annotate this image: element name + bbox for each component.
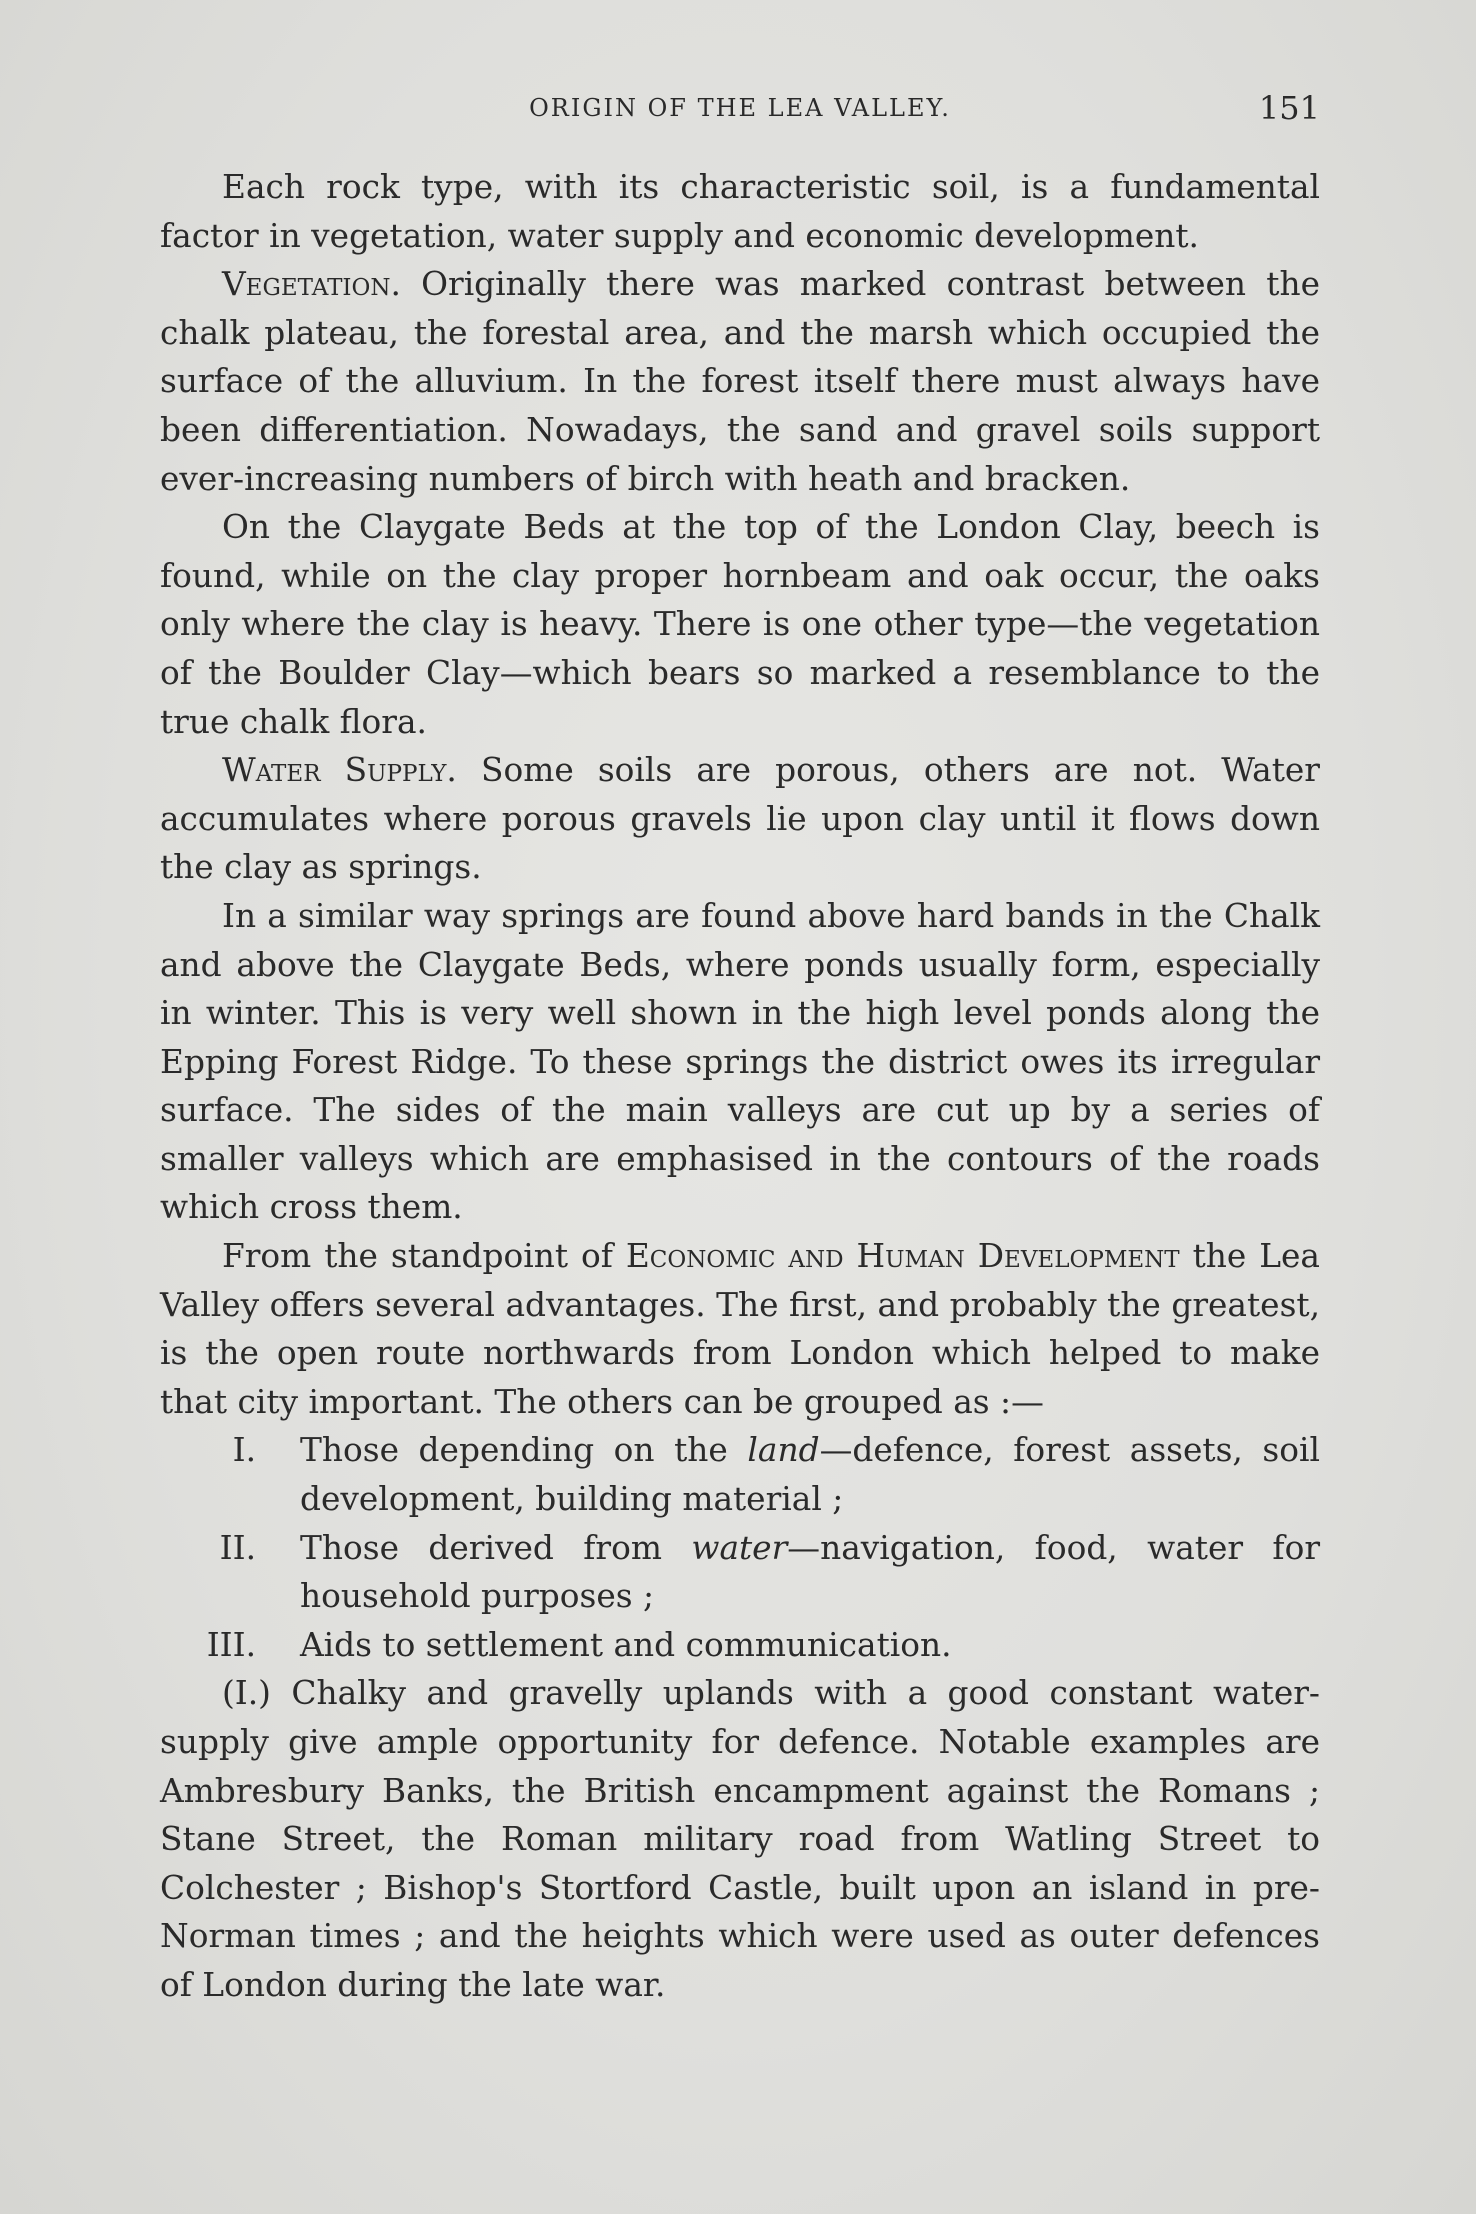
list-item-land [160,1426,1320,1523]
section-heading-economic-development: Economic and Human Development [625,1237,1180,1276]
paragraph-springs [160,892,1320,1232]
paragraph-rock-types [160,163,1320,260]
list-item-water [160,1524,1320,1621]
paragraph-text: the Lea Valley offers several advantages. The first, and probably the greatest, is the open route northwards from London which helped to make that city important. The others can be grouped as :— [160,1237,1320,1421]
paragraph-text: (I.) Chalky and gravelly uplands with a good constant water-supply give ample opportunity for defence. Notable examples are Ambresbury Banks, the British encampment against the Romans ; Stane Street, the Roman military road from Watling Street to Colchester ; Bishop's Stortford Castle, built upon an island in pre-Norman times ; and the heights which were used as outer defences of London during the late war. [160,1674,1320,2004]
list-text: Aids to settlement and communication. [300,1625,952,1664]
section-heading-water-supply: Water Supply. [222,751,457,790]
list-item-settlement [160,1621,1320,1670]
list-text: Those derived from [300,1528,662,1567]
page-number: 151 [1258,89,1320,127]
paragraph-text: In a similar way springs are found above hard bands in the Chalk and above the Claygate Beds, where ponds usually form, especially in winter. This is very well shown in the high level ponds along the Epping Forest Ridge. To these springs the district owes its irregular surface. The sides of the main valleys are cut up by a series of smaller valleys which are emphasised in the contours of the roads which cross them. [160,896,1320,1227]
paragraph-text: Some soils are porous, others are not. Water accumulates where porous gravels lie upon clay until it flows down the clay as springs. [160,751,1320,887]
paragraph-text-lead: From the standpoint of [222,1237,613,1276]
running-title: ORIGIN OF THE LEA VALLEY. [529,94,951,122]
list-numeral: III. [206,1625,256,1664]
section-heading-vegetation: Vegetation. [222,265,401,304]
list-emphasis: land [747,1431,820,1470]
paragraph-defence [160,1669,1320,2009]
paragraph-text: Each rock type, with its characteristic soil, is a fundamental factor in vegetation, water supply and economic development. [160,168,1320,255]
list-emphasis: water [691,1528,788,1567]
list-text: Those depending on the [300,1431,728,1470]
running-head [160,88,1320,128]
paragraph-text: On the Claygate Beds at the top of the London Clay, beech is found, while on the clay proper hornbeam and oak occur, the oaks only where the clay is heavy. There is one other type—the vegetation of the Boulder Clay—which bears so marked a resemblance to the true chalk flora. [160,508,1320,741]
list-text: —navigation, food, water for household purposes ; [300,1528,1320,1616]
advantages-list [160,1426,1320,1669]
list-numeral: I. [232,1431,256,1470]
list-text: —defence, forest assets, soil development, building material ; [300,1431,1320,1519]
list-numeral: II. [219,1528,256,1567]
paragraph-economic-development [160,1232,1320,1426]
paragraph-text: Originally there was marked contrast between the chalk plateau, the forestal area, and the marsh which occupied the surface of the alluvium. In the forest itself there must always have been differentiation. Nowadays, the sand and gravel soils support ever-increasing numbers of birch with heath and bracken. [160,265,1320,498]
paragraph-claygate-beds [160,503,1320,746]
paragraph-water-supply [160,746,1320,892]
body-text [160,163,1320,2010]
paragraph-vegetation [160,260,1320,503]
